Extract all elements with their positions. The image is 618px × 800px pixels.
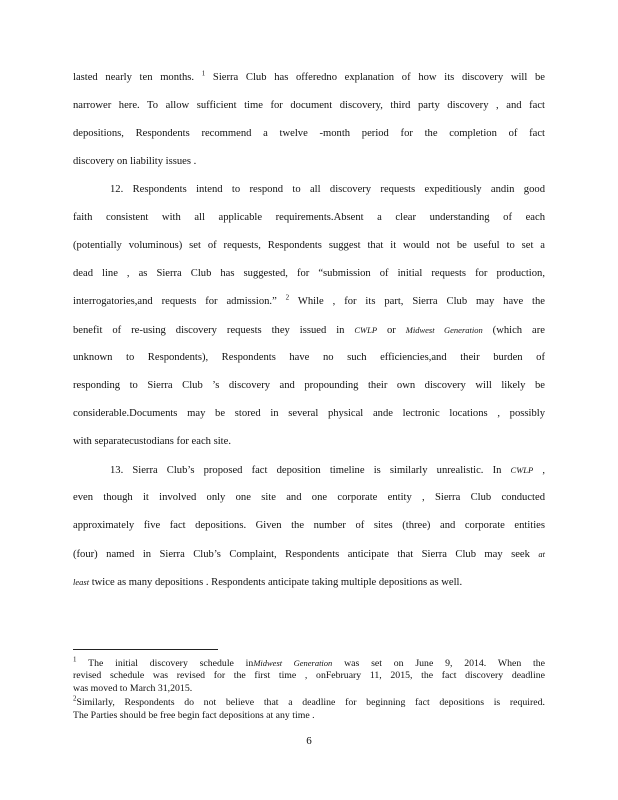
body-line: even though it involved only one site and one corporate entity , Sierra Club conducted [73,492,545,503]
body-line: benefit of re-using discovery requests they issued in CWLP or Midwest Generation (which are [73,325,545,336]
page-number: 6 [306,735,312,747]
footnote-1-line: was moved to March 31,2015. [73,683,193,694]
footnote-separator [73,649,218,650]
case-name-italic: CWLP [510,465,534,475]
body-line: considerable.Documents may be stored in several physical ande lectronic locations , possibly [73,408,545,419]
case-name-italic: CWLP [354,325,378,335]
footnote-1-line: $^1$ The initial discovery schedule inMidwest Generation was set on June 9, 2014. When the [73,655,545,669]
body-line: (four) named in Sierra Club’s Complaint, Respondents anticipate that Sierra Club may seek at [73,549,545,560]
footnote-ref-2[interactable]: 2 [285,293,290,302]
body-line: responding to Sierra Club ’s discovery and propounding their own discovery will likely be [73,380,545,391]
body-line: unknown to Respondents), Respondents have no such efficiencies,and their burden of [73,352,545,363]
body-line: (potentially voluminous) set of requests, Respondents suggest that it would not be useful to set a [73,240,545,251]
body-line: dead line , as Sierra Club has suggested, for “submission of initial requests for production, [73,268,545,279]
footnote-2-line: $^2$Similarly, Respondents do not believe that a deadline for beginning fact depositions is required. [73,694,545,708]
body-line: depositions, Respondents recommend a twelve -month period for the completion of fact [73,128,545,139]
paragraph-12-first-line: 12. Respondents intend to respond to all discovery requests expeditiously andin good [110,184,545,195]
body-line: interrogatories,and requests for admission.” $^2$ While , for its part, Sierra Club may have the [73,293,545,307]
case-name-italic: Midwest Generation [405,325,483,335]
body-line: narrower here. To allow sufficient time for document discovery, third party discovery , and fact [73,100,545,111]
body-line: least twice as many depositions . Respondents anticipate taking multiple depositions as well. [73,577,463,588]
body-line: faith consistent with all applicable requirements.Absent a clear understanding of each [73,212,545,223]
footnote-ref-1[interactable]: 1 [201,69,206,78]
paragraph-13-first-line: 13. Sierra Club’s proposed fact deposition timeline is similarly unrealistic. In CWLP , [110,465,545,476]
body-line: lasted nearly ten months. $^1$ Sierra Club has offeredno explanation of how its discovery will be [73,69,545,83]
emphasis-italic: at [538,549,545,559]
case-name-italic: Midwest Generation [253,658,333,668]
body-line: approximately five fact depositions. Given the number of sites (three) and corporate entities [73,520,545,531]
body-line: discovery on liability issues . [73,156,197,167]
body-line: with separatecustodians for each site. [73,436,231,447]
footnote-1-line: revised schedule was revised for the first time , onFebruary 11, 2015, the fact discovery deadline [73,670,545,681]
emphasis-italic: least [73,577,90,587]
footnote-2-line: The Parties should be free begin fact depositions at any time . [73,710,315,721]
